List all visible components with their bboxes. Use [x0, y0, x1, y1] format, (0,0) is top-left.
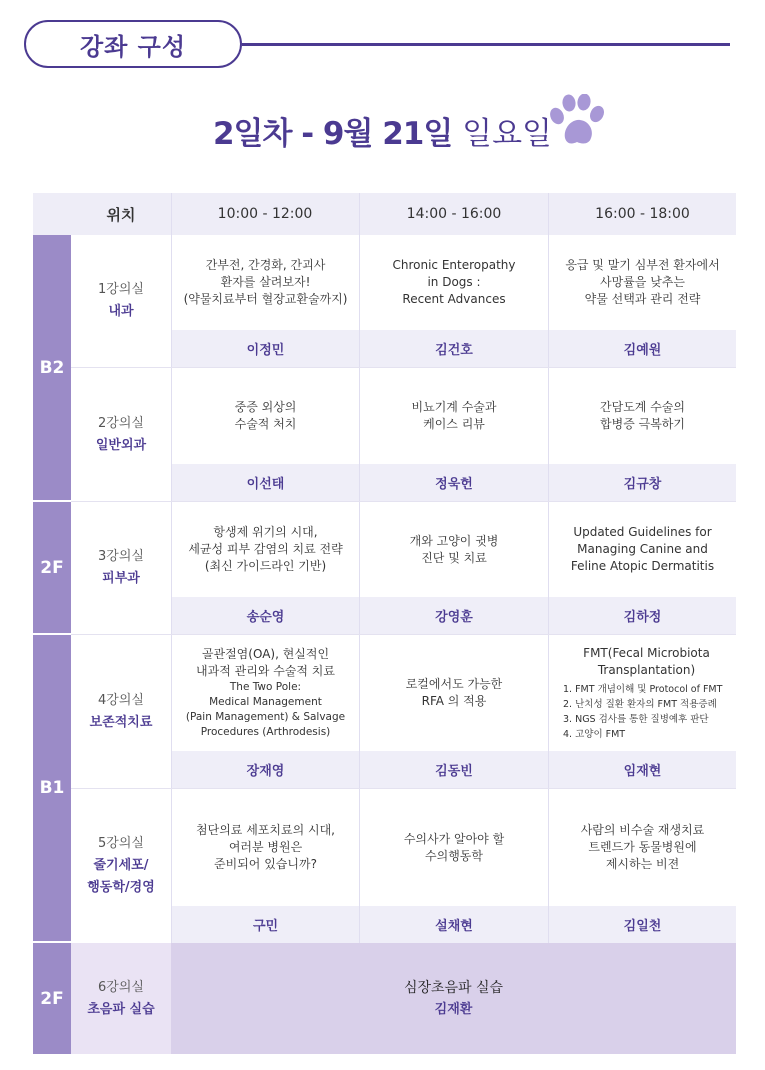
lecture-title-line: 항생제 위기의 시대,: [213, 525, 318, 539]
room-number: 2강의실: [98, 415, 144, 431]
lecture-title-line: Managing Canine and: [577, 542, 708, 556]
speaker-name: 김건호: [360, 330, 548, 367]
lecture-title-line: 중증 외상의: [234, 400, 297, 414]
lecture-title-line: Transplantation): [597, 662, 696, 677]
lecture-cell: [172, 502, 359, 597]
lecture-title-line: 케이스 리뷰: [423, 417, 485, 431]
lecture-cell: [549, 635, 736, 751]
lecture-title-line: 비뇨기계 수술과: [411, 400, 497, 414]
lecture-title-line: 간부전, 간경화, 간괴사: [205, 258, 326, 272]
lecture-subtitle-line: Procedures (Arthrodesis): [200, 726, 331, 738]
room-department: 일반외과: [95, 437, 147, 453]
lecture-title-line: 준비되어 있습니까?: [214, 857, 317, 871]
lecture-title-line: 환자를 살려보자!: [220, 275, 311, 289]
speaker-name: 송순영: [172, 597, 359, 634]
lecture-cell: [172, 789, 359, 906]
speaker-name: 정욱헌: [360, 464, 548, 501]
lecture-title-line: (최신 가이드라인 기반): [204, 559, 327, 573]
lecture-title-line: 트렌드가 동물병원에: [588, 840, 697, 854]
speaker-name: 김일천: [549, 906, 736, 943]
speaker-name: 이정민: [172, 330, 359, 367]
speaker-name: 장재영: [172, 751, 359, 788]
header-slot-1: 10:00 - 12:00: [171, 193, 359, 235]
room-5: [71, 789, 171, 943]
room-department: 피부과: [102, 571, 140, 586]
room-department: 내과: [108, 304, 134, 319]
lecture-title-line: (약물치료부터 혈장교환술까지): [183, 292, 348, 306]
section-divider: [242, 43, 730, 46]
room-6: [71, 943, 171, 1054]
lecture-title-line: 응급 및 말기 심부전 환자에서: [565, 258, 720, 272]
lecture-title-line: 수술적 처치: [234, 417, 297, 431]
lecture-title-line: 첨단의료 세포치료의 시대,: [196, 823, 335, 837]
lecture-title-line: 개와 고양이 귓병: [409, 533, 499, 548]
speaker-name: 김동빈: [360, 751, 548, 788]
lecture-title-line: 골관절염(OA), 현실적인: [201, 647, 330, 661]
lecture-title-line: 제시하는 비젼: [605, 857, 680, 871]
lecture-title-line: 약물 선택과 관리 전략: [584, 292, 701, 306]
speaker-name: 설채현: [360, 906, 548, 943]
lecture-title-line: 사람의 비수술 재생치료: [580, 823, 705, 837]
floor-label-2f-lab: 2F: [33, 943, 71, 1054]
speaker-name: 김하정: [549, 597, 736, 634]
lab-speaker: 김재환: [434, 1001, 473, 1017]
lecture-title-line: Feline Atopic Dermatitis: [570, 559, 715, 573]
lecture-list-item: 1. FMT 개념이해 및 Protocol of FMT: [563, 683, 723, 695]
lecture-title-line: in Dogs :: [427, 275, 481, 289]
room-department: 줄기세포/: [93, 858, 149, 873]
lecture-cell: [172, 235, 359, 330]
room-3: [71, 502, 171, 634]
lab-session: [171, 943, 736, 1054]
lecture-cell: [549, 789, 736, 906]
floor-label-b1: B1: [33, 635, 71, 941]
lecture-title-line: Recent Advances: [402, 292, 506, 306]
room-number: 1강의실: [98, 282, 144, 297]
lecture-title-line: 수의사가 알아야 할: [403, 831, 505, 846]
floor-label-b2: B2: [33, 235, 71, 500]
lecture-cell: [360, 235, 548, 330]
day-title-date: 2일차 - 9월 21일: [212, 116, 453, 152]
floor-label-2f: 2F: [33, 502, 71, 633]
room-number: 6강의실: [98, 979, 144, 995]
lecture-title-line: Updated Guidelines for: [573, 525, 712, 539]
lecture-subtitle-line: (Pain Management) & Salvage: [185, 711, 346, 723]
lecture-title-line: 로컬에서도 가능한: [405, 677, 503, 691]
room-1: [71, 235, 171, 367]
lecture-cell: [172, 635, 359, 751]
header-slot-2: 14:00 - 16:00: [360, 193, 548, 235]
room-number: 5강의실: [98, 836, 144, 851]
lecture-title-line: FMT(Fecal Microbiota: [583, 645, 710, 660]
lecture-title-line: Chronic Enteropathy: [392, 258, 516, 272]
lecture-title-line: 사망률을 낮추는: [600, 275, 685, 289]
speaker-name: 강영훈: [360, 597, 548, 634]
header-location: 위치: [71, 193, 171, 235]
lecture-cell: [549, 502, 736, 597]
speaker-name: 김규창: [549, 464, 736, 501]
lecture-cell: [549, 368, 736, 464]
lecture-list-item: 4. 고양이 FMT: [563, 728, 626, 740]
speaker-name: 임재현: [549, 751, 736, 788]
speaker-name: 구민: [172, 906, 359, 943]
day-title-weekday: 일요일: [462, 116, 552, 152]
speaker-name: 김예원: [549, 330, 736, 367]
lecture-title-line: 수의행동학: [425, 848, 483, 863]
lecture-cell: [549, 235, 736, 330]
lecture-title-line: RFA 의 적용: [421, 694, 487, 708]
lecture-subtitle-line: The Two Pole:: [229, 681, 302, 693]
header-corner: [33, 193, 71, 235]
lecture-title-line: 진단 및 치료: [421, 550, 487, 565]
lab-title: 심장초음파 실습: [403, 979, 504, 996]
header-slot-3: 16:00 - 18:00: [549, 193, 736, 235]
room-department: 초음파 실습: [87, 1001, 155, 1017]
lecture-title-line: 세균성 피부 감염의 치료 전략: [188, 542, 343, 556]
lecture-cell: [360, 789, 548, 906]
lecture-title-line: 합병증 극복하기: [600, 417, 685, 431]
room-4: [71, 635, 171, 788]
room-department: 보존적치료: [89, 714, 153, 730]
speaker-name: 이선태: [172, 464, 359, 501]
room-2: [71, 368, 171, 501]
lecture-cell: [360, 502, 548, 597]
lecture-subtitle-line: Medical Management: [209, 696, 322, 708]
schedule-table: [33, 193, 736, 1054]
section-title-pill: 강좌 구성: [24, 20, 242, 68]
lecture-title-line: 내과적 관리와 수술적 치료: [196, 664, 335, 678]
lecture-cell: [172, 368, 359, 464]
lecture-title-line: 여러분 병원은: [228, 840, 303, 854]
lecture-cell: [360, 368, 548, 464]
room-number: 3강의실: [98, 549, 144, 564]
day-title: [0, 108, 765, 153]
room-department: 행동학/경영: [87, 880, 155, 895]
paw-icon: [548, 94, 606, 150]
lecture-title-line: 간담도계 수술의: [600, 400, 685, 414]
lecture-cell: [360, 635, 548, 751]
lecture-list-item: 3. NGS 검사를 통한 질병예후 판단: [563, 713, 709, 725]
room-number: 4강의실: [98, 692, 144, 708]
lecture-list-item: 2. 난치성 질환 환자의 FMT 적용증례: [563, 698, 717, 710]
